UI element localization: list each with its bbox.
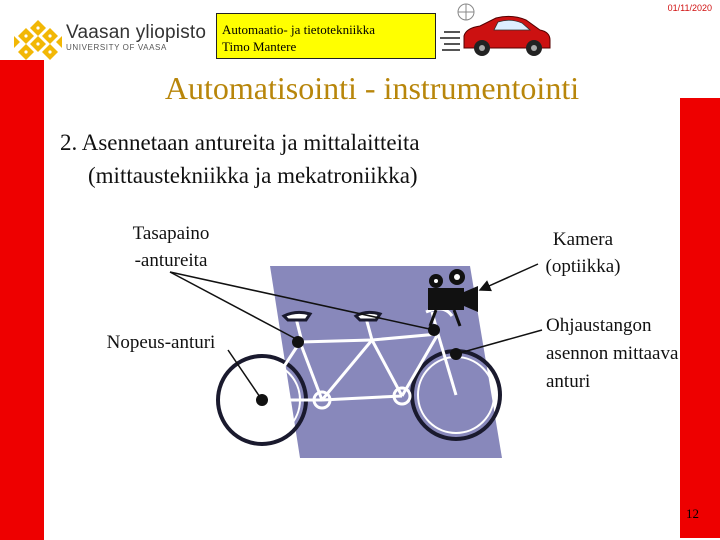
label-camera-line-1: Kamera (552, 229, 614, 250)
bullet-text-line-2: (mittaustekniikka ja mekatroniikka) (88, 163, 418, 188)
label-handlebar-sensor-line-2: asennon mittaava (546, 343, 679, 364)
date-label: 01/11/2020 (667, 3, 712, 13)
label-handlebar-sensor-line-3: anturi (546, 371, 591, 392)
course-author: Timo Mantere (222, 39, 297, 54)
label-speed-sensor: Nopeus-anturi (106, 332, 216, 353)
label-handlebar-sensor-line-1: Ohjaustangon (546, 315, 652, 336)
logo-subtitle: UNIVERSITY OF VAASA (66, 43, 167, 52)
logo-name: Vaasan yliopisto (66, 22, 207, 43)
label-balance-sensors-line-1: Tasapaino (132, 223, 210, 244)
course-title: Automaatio- ja tietotekniikka (222, 22, 376, 37)
page-number: 12 (686, 506, 699, 521)
slide-title: Automatisointi - instrumentointi (164, 70, 580, 106)
label-camera-line-2: (optiikka) (545, 256, 621, 277)
bullet-text-line-1: 2. Asennetaan antureita ja mittalaitteita (60, 130, 420, 155)
label-balance-sensors-line-2: -antureita (134, 250, 208, 271)
